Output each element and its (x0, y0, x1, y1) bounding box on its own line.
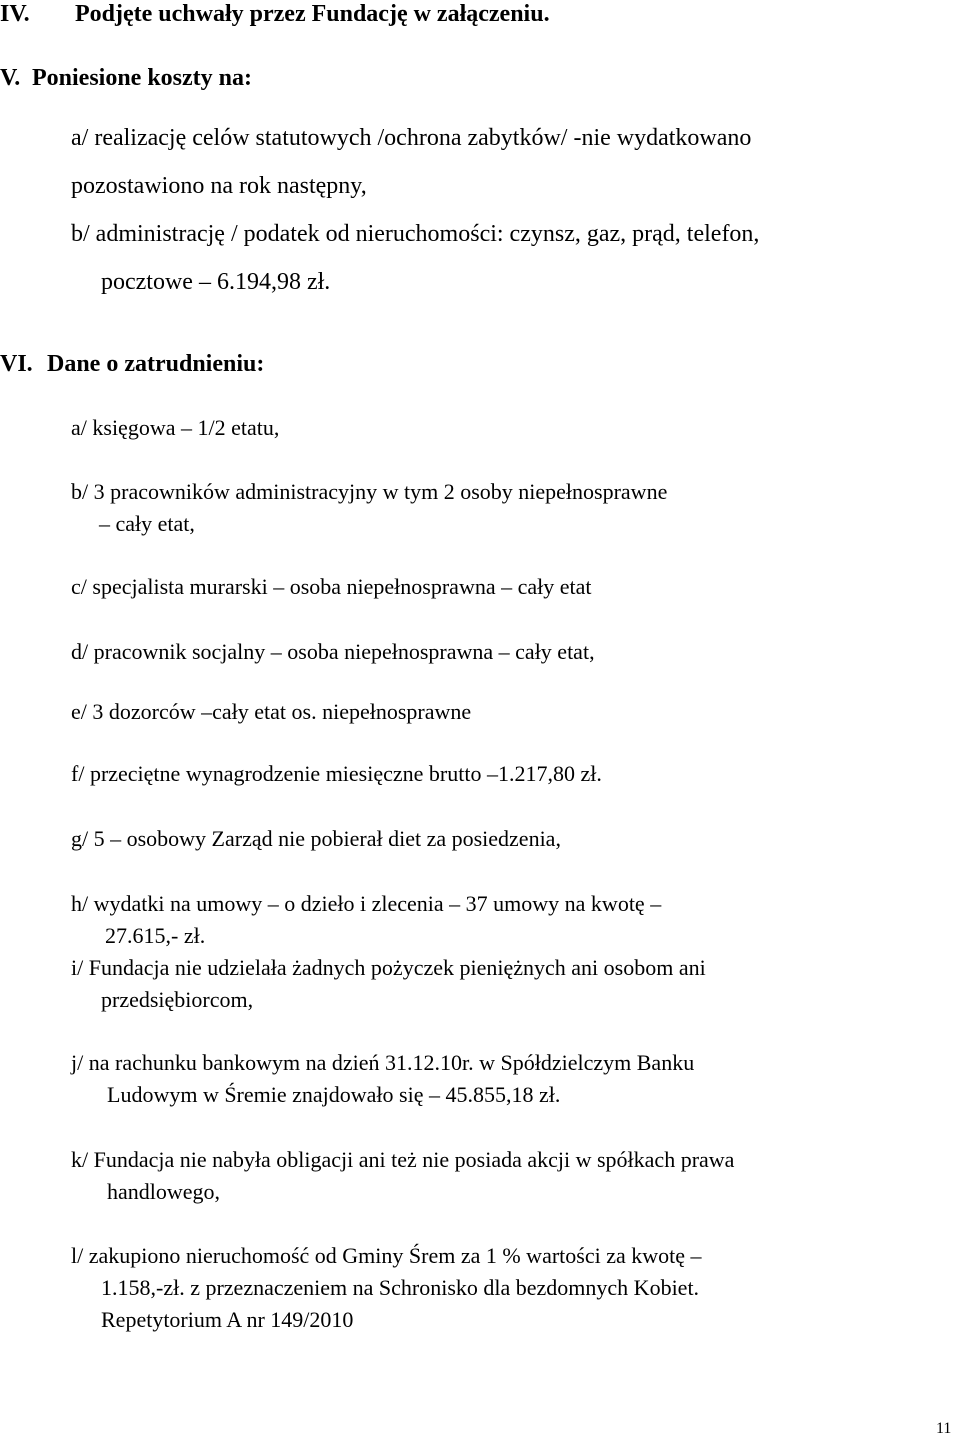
costs-item-a-line2: pozostawiono na rok następny, (71, 173, 367, 199)
employment-item-l-line1: l/ zakupiono nieruchomość od Gminy Śrem za 1 % wartości za kwotę – (71, 1243, 702, 1268)
employment-item-e: e/ 3 dozorców –cały etat os. niepełnosprawne (71, 699, 472, 724)
employment-item-j-line2: Ludowym w Śremie znajdowało się – 45.855,18 zł. (107, 1082, 561, 1107)
section-v-number: V. (0, 65, 21, 91)
employment-item-i-line1: i/ Fundacja nie udzielała żadnych pożyczek pieniężnych ani osobom ani (71, 955, 706, 980)
employment-item-b-line1: b/ 3 pracowników administracyjny w tym 2 osoby niepełnosprawne (71, 479, 668, 504)
employment-item-g: g/ 5 – osobowy Zarząd nie pobierał diet za posiedzenia, (71, 826, 561, 851)
employment-item-l-line3: Repetytorium A nr 149/2010 (101, 1307, 354, 1332)
employment-item-i-line2: przedsiębiorcom, (101, 987, 254, 1012)
section-vi-number: VI. (0, 351, 33, 377)
costs-item-a-line1: a/ realizację celów statutowych /ochrona zabytków/ -nie wydatkowano (71, 125, 752, 151)
employment-item-h-line2: 27.615,- zł. (105, 923, 206, 948)
employment-item-f: f/ przeciętne wynagrodzenie miesięczne brutto –1.217,80 zł. (71, 761, 602, 786)
costs-item-b-line2: pocztowe – 6.194,98 zł. (101, 269, 331, 295)
section-v-heading: Poniesione koszty na: (32, 65, 253, 91)
employment-item-b-line2: – cały etat, (99, 511, 195, 536)
section-iv-number: IV. (0, 1, 30, 27)
employment-item-d: d/ pracownik socjalny – osoba niepełnosprawna – cały etat, (71, 639, 595, 664)
section-iv-heading: Podjęte uchwały przez Fundację w załączeniu. (75, 1, 550, 27)
employment-item-h-line1: h/ wydatki na umowy – o dzieło i zlecenia – 37 umowy na kwotę – (71, 891, 662, 916)
employment-item-k-line2: handlowego, (107, 1179, 221, 1204)
section-vi-heading: Dane o zatrudnieniu: (47, 351, 265, 377)
page-number: 11 (936, 1420, 952, 1437)
employment-item-c: c/ specjalista murarski – osoba niepełnosprawna – cały etat (71, 574, 592, 599)
employment-item-a: a/ księgowa – 1/2 etatu, (71, 415, 280, 440)
employment-item-l-line2: 1.158,-zł. z przeznaczeniem na Schronisko dla bezdomnych Kobiet. (101, 1275, 700, 1300)
employment-item-j-line1: j/ na rachunku bankowym na dzień 31.12.10r. w Spółdzielczym Banku (71, 1050, 695, 1075)
employment-item-k-line1: k/ Fundacja nie nabyła obligacji ani też nie posiada akcji w spółkach prawa (71, 1147, 735, 1172)
costs-item-b-line1: b/ administrację / podatek od nieruchomości: czynsz, gaz, prąd, telefon, (71, 221, 760, 247)
